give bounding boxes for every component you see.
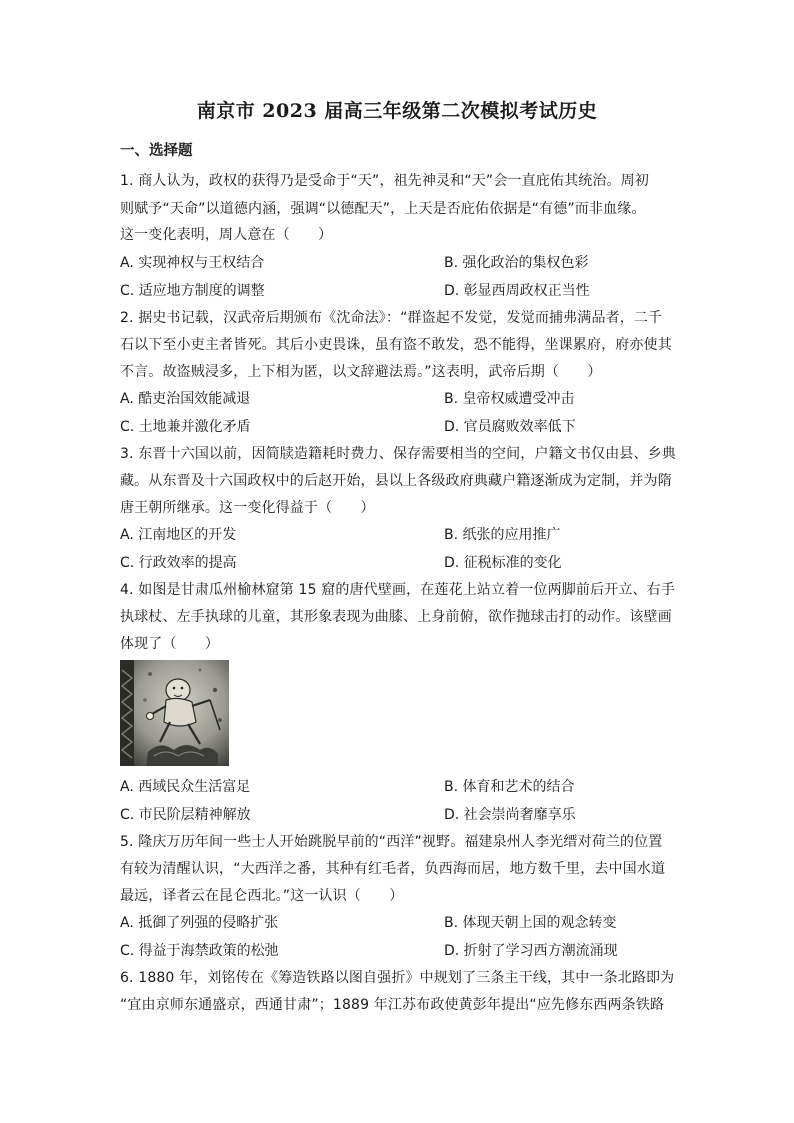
q1-line-1: 1. 商人认为，政权的获得乃是受命于“天”，祖先神灵和“天”会一直庇佑其统治。周初 [120,173,649,189]
mural-image [120,660,229,766]
q2-option-d: D. 官员腐败效率低下 [444,419,576,435]
q5-line-3: 最远，译者云在昆仑西北。”这一认识（ ） [120,888,404,904]
q5-line-1: 5. 隆庆万历年间一些士人开始跳脱早前的“西洋”视野。福建泉州人李光缙对荷兰的位置 [120,834,663,850]
q2-line-1: 2. 据史书记载，汉武帝后期颁布《沈命法》：“群盗起不发觉，发觉而捕弗满品者，二千 [120,310,663,326]
q1-option-d: D. 彰显西周政权正当性 [444,283,590,299]
q3-option-b: B. 纸张的应用推广 [444,527,561,543]
q2-line-3: 不言。故盗贼浸多，上下相为匿，以文辞避法焉。”这表明，武帝后期（ ） [120,364,602,380]
q2-option-c: C. 土地兼并激化矛盾 [120,419,251,435]
q3-line-3: 唐王朝所继承。这一变化得益于（ ） [120,500,375,516]
q5-option-a: A. 抵御了列强的侵略扩张 [120,915,279,931]
q5-option-c: C. 得益于海禁政策的松弛 [120,943,279,959]
q2-line-2: 石以下至小吏主者皆死。其后小吏畏诛，虽有盗不敢发，恐不能得，坐课累府，府亦使其 [120,337,672,353]
q5-line-2: 有较为清醒认识，“大西洋之番，其种有红毛者，负西海而居，地方数千里，去中国水道 [120,861,666,877]
q4-option-c: C. 市民阶层精神解放 [120,807,251,823]
q3-line-2: 藏。从东晋及十六国政权中的后赵开始，县以上各级政府典藏户籍逐渐成为定制，并为隋 [120,473,672,489]
q4-line-2: 执球杖、左手执球的儿童，其形象表现为曲膝、上身前俯，欲作抛球击打的动作。该壁画 [120,609,672,625]
q5-option-d: D. 折射了学习西方潮流涌现 [444,943,618,959]
q3-option-d: D. 征税标准的变化 [444,555,562,571]
q1-line-2: 则赋予“天命”以道德内涵，强调“以德配天”，上天是否庇佑依据是“有德”而非血缘。 [120,201,646,217]
q1-line-3: 这一变化表明，周人意在（ ） [120,227,333,243]
q6-line-1: 6. 1880 年，刘铭传在《筹造铁路以图自强折》中规划了三条主干线，其中一条北路即为 [120,970,675,986]
q6-line-2: “宜由京师东通盛京，西通甘肃”；1889 年江苏布政使黄彭年提出“应先修东西两条铁路 [120,997,665,1013]
q1-option-c: C. 适应地方制度的调整 [120,283,265,299]
q1-option-a: A. 实现神权与王权结合 [120,255,265,271]
q2-option-a: A. 酷吏治国效能减退 [120,391,251,407]
q4-option-a: A. 西域民众生活富足 [120,779,251,795]
q4-line-1: 4. 如图是甘肃瓜州榆林窟第 15 窟的唐代壁画，在莲花上站立着一位两脚前后开立、右手 [120,582,675,598]
q4-line-3: 体现了（ ） [120,636,220,652]
q3-line-1: 3. 东晋十六国以前，因简牍造籍耗时费力、保存需要相当的空间，户籍文书仅由县、乡典 [120,446,676,462]
q3-option-a: A. 江南地区的开发 [120,527,237,543]
q4-option-b: B. 体育和艺术的结合 [444,779,575,795]
page-title: 南京市 2023 届高三年级第二次模拟考试历史 [196,100,598,122]
q5-option-b: B. 体现天朝上国的观念转变 [444,915,617,931]
q4-option-d: D. 社会崇尚奢靡享乐 [444,807,576,823]
q2-option-b: B. 皇帝权威遭受冲击 [444,391,575,407]
section-heading: 一、选择题 [120,143,193,159]
q1-option-b: B. 强化政治的集权色彩 [444,255,589,271]
q3-option-c: C. 行政效率的提高 [120,555,237,571]
